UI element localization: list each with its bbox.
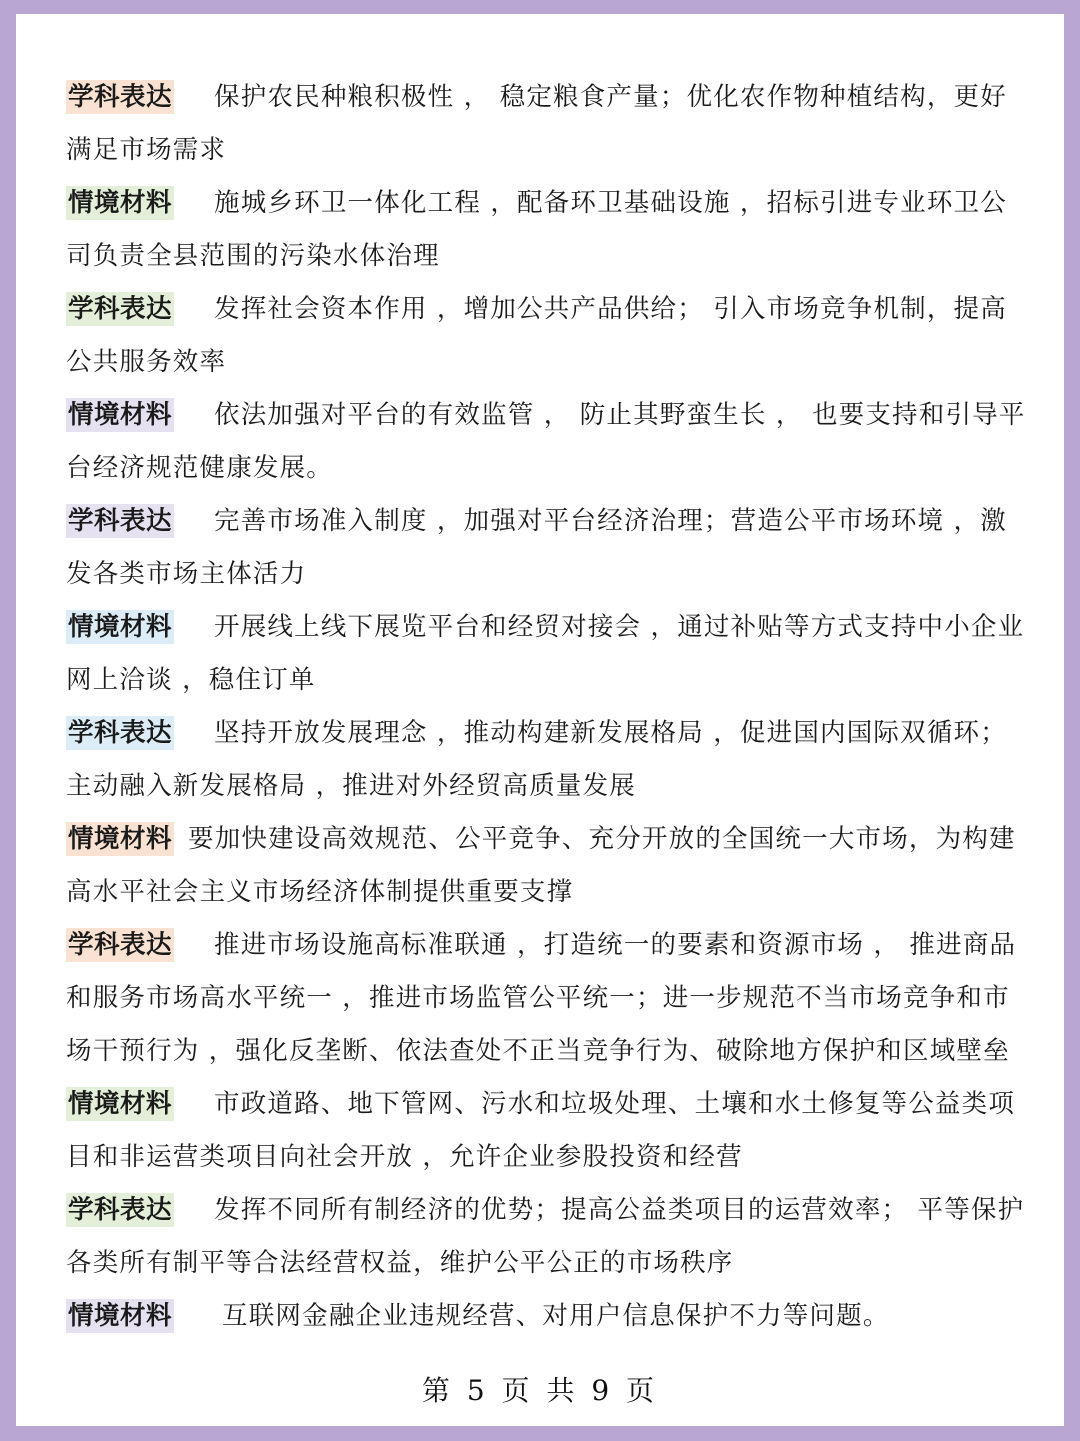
tag-label: 情境材料 — [68, 612, 173, 642]
entry-8 — [66, 813, 1026, 919]
entry-text: 市政道路、地下管网、污水和垃圾处理、土壤和水土修复等公益类项目和非运营类项目向社会开放 ，允许企业参股投资和经营 — [66, 1089, 1016, 1172]
tag-label: 情境材料 — [68, 824, 173, 854]
entry-12 — [66, 1290, 1026, 1343]
tag-label: 学科表达 — [68, 294, 173, 324]
tag-label: 情境材料 — [68, 188, 173, 218]
tag-label: 学科表达 — [68, 718, 173, 748]
tag-label: 情境材料 — [68, 1089, 173, 1119]
document-page — [16, 14, 1064, 1426]
entry-text: 施城乡环卫一体化工程 ，配备环卫基础设施 ，招标引进专业环卫公司负责全县范围的污染水体治理 — [66, 188, 1007, 271]
tag-label: 学科表达 — [68, 82, 173, 112]
entry-text: 保护农民种粮积极性 ， 稳定粮食产量；优化农作物种植结构，更好满足市场需求 — [66, 82, 1007, 165]
entry-text: 推进市场设施高标准联通 ，打造统一的要素和资源市场 ， 推进商品和服务市场高水平统一 ，推进市场监管公平统一；进一步规范不当市场竞争和市场干预行为 ，强化反垄断、依法查处不正当竞争行为、破除地方保护和区域壁垒 — [66, 930, 1017, 1066]
tag-label: 学科表达 — [68, 506, 173, 536]
entry-6 — [66, 601, 1026, 707]
tag-label: 学科表达 — [68, 930, 173, 960]
tag-label: 情境材料 — [68, 1301, 173, 1331]
entry-text: 发挥社会资本作用 ，增加公共产品供给； 引入市场竞争机制，提高公共服务效率 — [66, 294, 1007, 377]
entry-4 — [66, 389, 1026, 495]
content-body — [66, 71, 1026, 1343]
entry-text: 要加快建设高效规范、公平竞争、充分开放的全国统一大市场，为构建高水平社会主义市场经济体制提供重要支撑 — [66, 824, 1016, 907]
page-number-footer: 第 5 页 共 9 页 — [421, 1374, 659, 1407]
entry-9 — [66, 919, 1026, 1078]
tag-label: 情境材料 — [68, 400, 173, 430]
entry-3 — [66, 283, 1026, 389]
entry-text: 发挥不同所有制经济的优势；提高公益类项目的运营效率； 平等保护各类所有制平等合法经营权益，维护公平公正的市场秩序 — [66, 1195, 1025, 1278]
tag-label: 学科表达 — [68, 1195, 173, 1225]
entry-10 — [66, 1078, 1026, 1184]
entry-1 — [66, 71, 1026, 177]
entry-text: 坚持开放发展理念 ，推动构建新发展格局 ，促进国内国际双循环； 主动融入新发展格局 ，推进对外经贸高质量发展 — [66, 718, 1007, 801]
entry-text: 开展线上线下展览平台和经贸对接会 ，通过补贴等方式支持中小企业网上洽谈 ，稳住订单 — [66, 612, 1025, 695]
entry-text: 互联网金融企业违规经营、对用户信息保护不力等问题。 — [222, 1301, 890, 1331]
entry-5 — [66, 495, 1026, 601]
entry-text: 完善市场准入制度 ，加强对平台经济治理；营造公平市场环境 ，激发各类市场主体活力 — [66, 506, 1007, 589]
entry-2 — [66, 177, 1026, 283]
entry-11 — [66, 1184, 1026, 1290]
entry-text: 依法加强对平台的有效监管 ， 防止其野蛮生长 ， 也要支持和引导平台经济规范健康发展。 — [66, 400, 1026, 483]
entry-7 — [66, 707, 1026, 813]
